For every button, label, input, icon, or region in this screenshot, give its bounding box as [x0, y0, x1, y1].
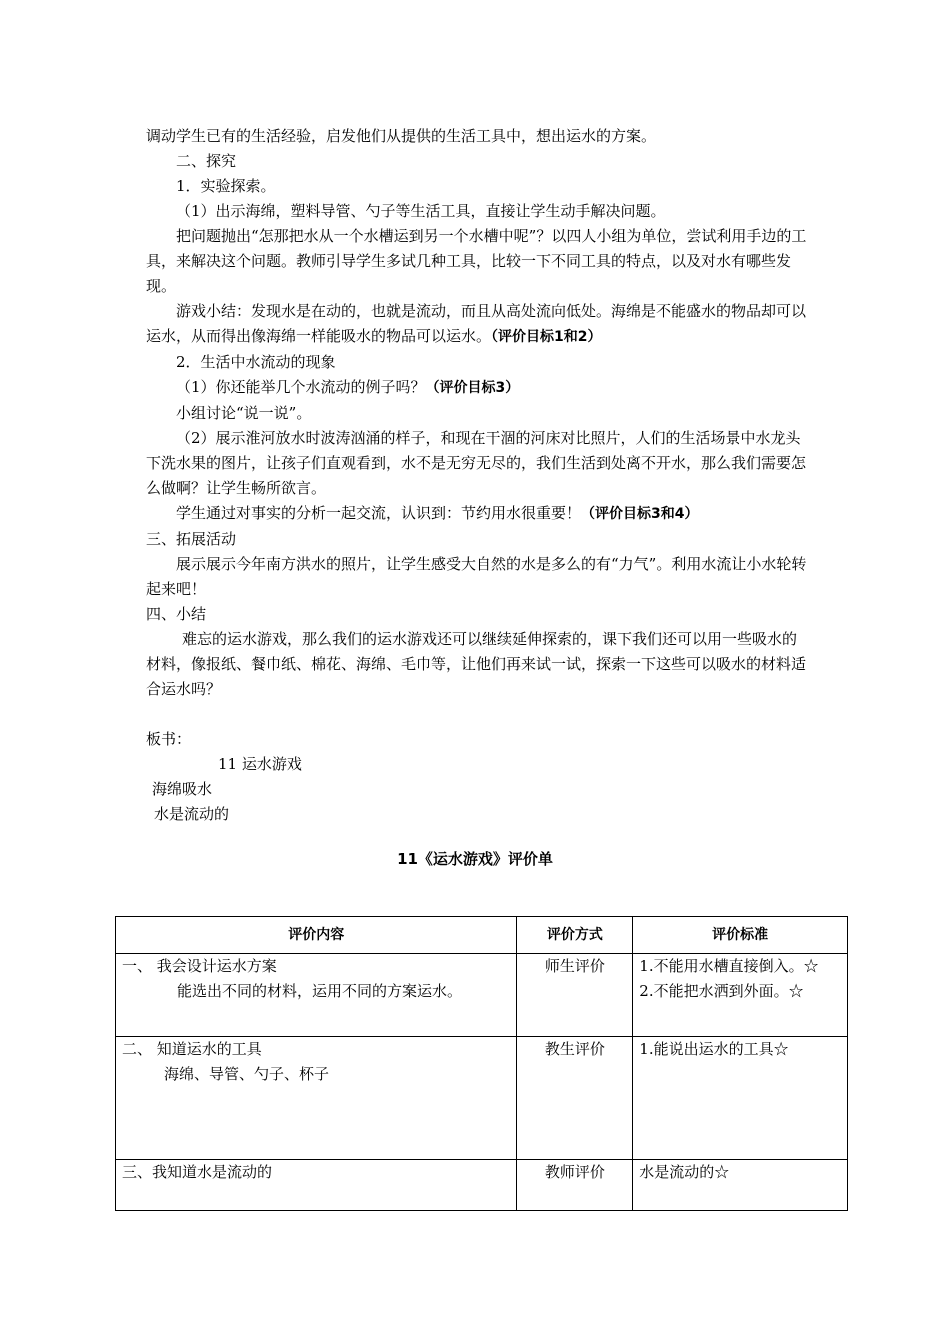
- paragraph: 难忘的运水游戏，那么我们的运水游戏还可以继续延伸探索的，课下我们还可以用一些吸水的材料，像报纸、餐巾纸、棉花、海绵、毛巾等，让他们再来试一试，探索一下这些可以吸水的材料适合运水吗？: [146, 630, 807, 698]
- board-item: 海绵吸水: [152, 780, 213, 798]
- table-row: [116, 954, 848, 1037]
- board-item: 水是流动的: [154, 805, 230, 823]
- content-sub: 海绵、导管、勺子、杯子: [164, 1065, 330, 1083]
- method-cell: 教生评价: [517, 1037, 633, 1160]
- paragraph: 调动学生已有的生活经验，启发他们从提供的生活工具中，想出运水的方案。: [146, 127, 657, 145]
- column-header-standard: 评价标准: [633, 917, 848, 954]
- evaluation-table: [115, 916, 848, 1211]
- content-cell: [116, 1160, 517, 1211]
- paragraph: 小组讨论“说一说”。: [176, 404, 312, 422]
- paragraph: 展示展示今年南方洪水的照片，让学生感受大自然的水是多么的有“力气”。利用水流让小水轮转起来吧！: [146, 555, 807, 598]
- table-header-row: [116, 917, 848, 954]
- paragraph: （1）出示海绵，塑料导管、勺子等生活工具，直接让学生动手解决问题。: [176, 202, 666, 220]
- paragraph-text: （1）你还能举几个水流动的例子吗？: [176, 378, 426, 396]
- table-row: [116, 1037, 848, 1160]
- method-cell: 师生评价: [517, 954, 633, 1037]
- standard-item: 水是流动的☆: [639, 1163, 730, 1181]
- paragraph: [146, 375, 810, 401]
- content-main: 一、 我会设计运水方案: [122, 957, 277, 975]
- subsection-heading: 1．实验探索。: [176, 177, 276, 195]
- evaluation-sheet-title: 11《运水游戏》评价单: [397, 850, 553, 868]
- content-main: 三、我知道水是流动的: [122, 1163, 273, 1181]
- standard-cell: [633, 954, 848, 1037]
- paragraph: [146, 299, 810, 350]
- content-cell: [116, 1037, 517, 1160]
- board-title: 11 运水游戏: [218, 755, 302, 773]
- content-sub: 能选出不同的材料，运用不同的方案运水。: [177, 982, 463, 1000]
- column-header-method: 评价方式: [517, 917, 633, 954]
- column-header-content: 评价内容: [116, 917, 517, 954]
- paragraph-text: 学生通过对事实的分析一起交流，认识到：节约用水很重要！: [176, 504, 582, 522]
- method-cell: 教师评价: [517, 1160, 633, 1211]
- standard-item: 1.能说出运水的工具☆: [639, 1040, 789, 1058]
- section-heading-explore: 二、探究: [176, 152, 237, 170]
- evaluation-target-note: （评价目标1和2）: [491, 329, 602, 345]
- standard-item: 2.不能把水洒到外面。☆: [639, 982, 804, 1000]
- standard-cell: [633, 1160, 848, 1211]
- section-heading-summary: 四、小结: [146, 605, 207, 623]
- content-main: 二、 知道运水的工具: [122, 1040, 262, 1058]
- evaluation-target-note: （评价目标3和4）: [581, 506, 699, 522]
- standard-cell: [633, 1037, 848, 1160]
- board-label: 板书：: [146, 730, 192, 748]
- content-cell: [116, 954, 517, 1037]
- evaluation-target-note: （评价目标3）: [425, 380, 520, 396]
- section-heading-extension: 三、拓展活动: [146, 530, 237, 548]
- paragraph: [146, 501, 810, 527]
- standard-item: 1.不能用水槽直接倒入。☆: [639, 957, 819, 975]
- table-row: [116, 1160, 848, 1211]
- subsection-heading: 2．生活中水流动的现象: [176, 353, 336, 371]
- paragraph: （2）展示淮河放水时波涛汹涌的样子，和现在干涸的河床对比照片，人们的生活场景中水龙头下洗水果的图片，让孩子们直观看到，水不是无穷无尽的，我们生活到处离不开水，那么我们需要怎么做啊？让学生畅所欲言。: [146, 429, 807, 497]
- paragraph: 把问题抛出“怎那把水从一个水槽运到另一个水槽中呢”？以四人小组为单位，尝试利用手边的工具，来解决这个问题。教师引导学生多试几种工具，比较一下不同工具的特点，以及对水有哪些发现。: [146, 227, 807, 295]
- paragraph-text: 游戏小结：发现水是在动的，也就是流动，而且从高处流向低处。海绵是不能盛水的物品却可以运水，从而得出像海绵一样能吸水的物品可以运水。: [146, 302, 807, 345]
- lesson-body: [146, 124, 810, 827]
